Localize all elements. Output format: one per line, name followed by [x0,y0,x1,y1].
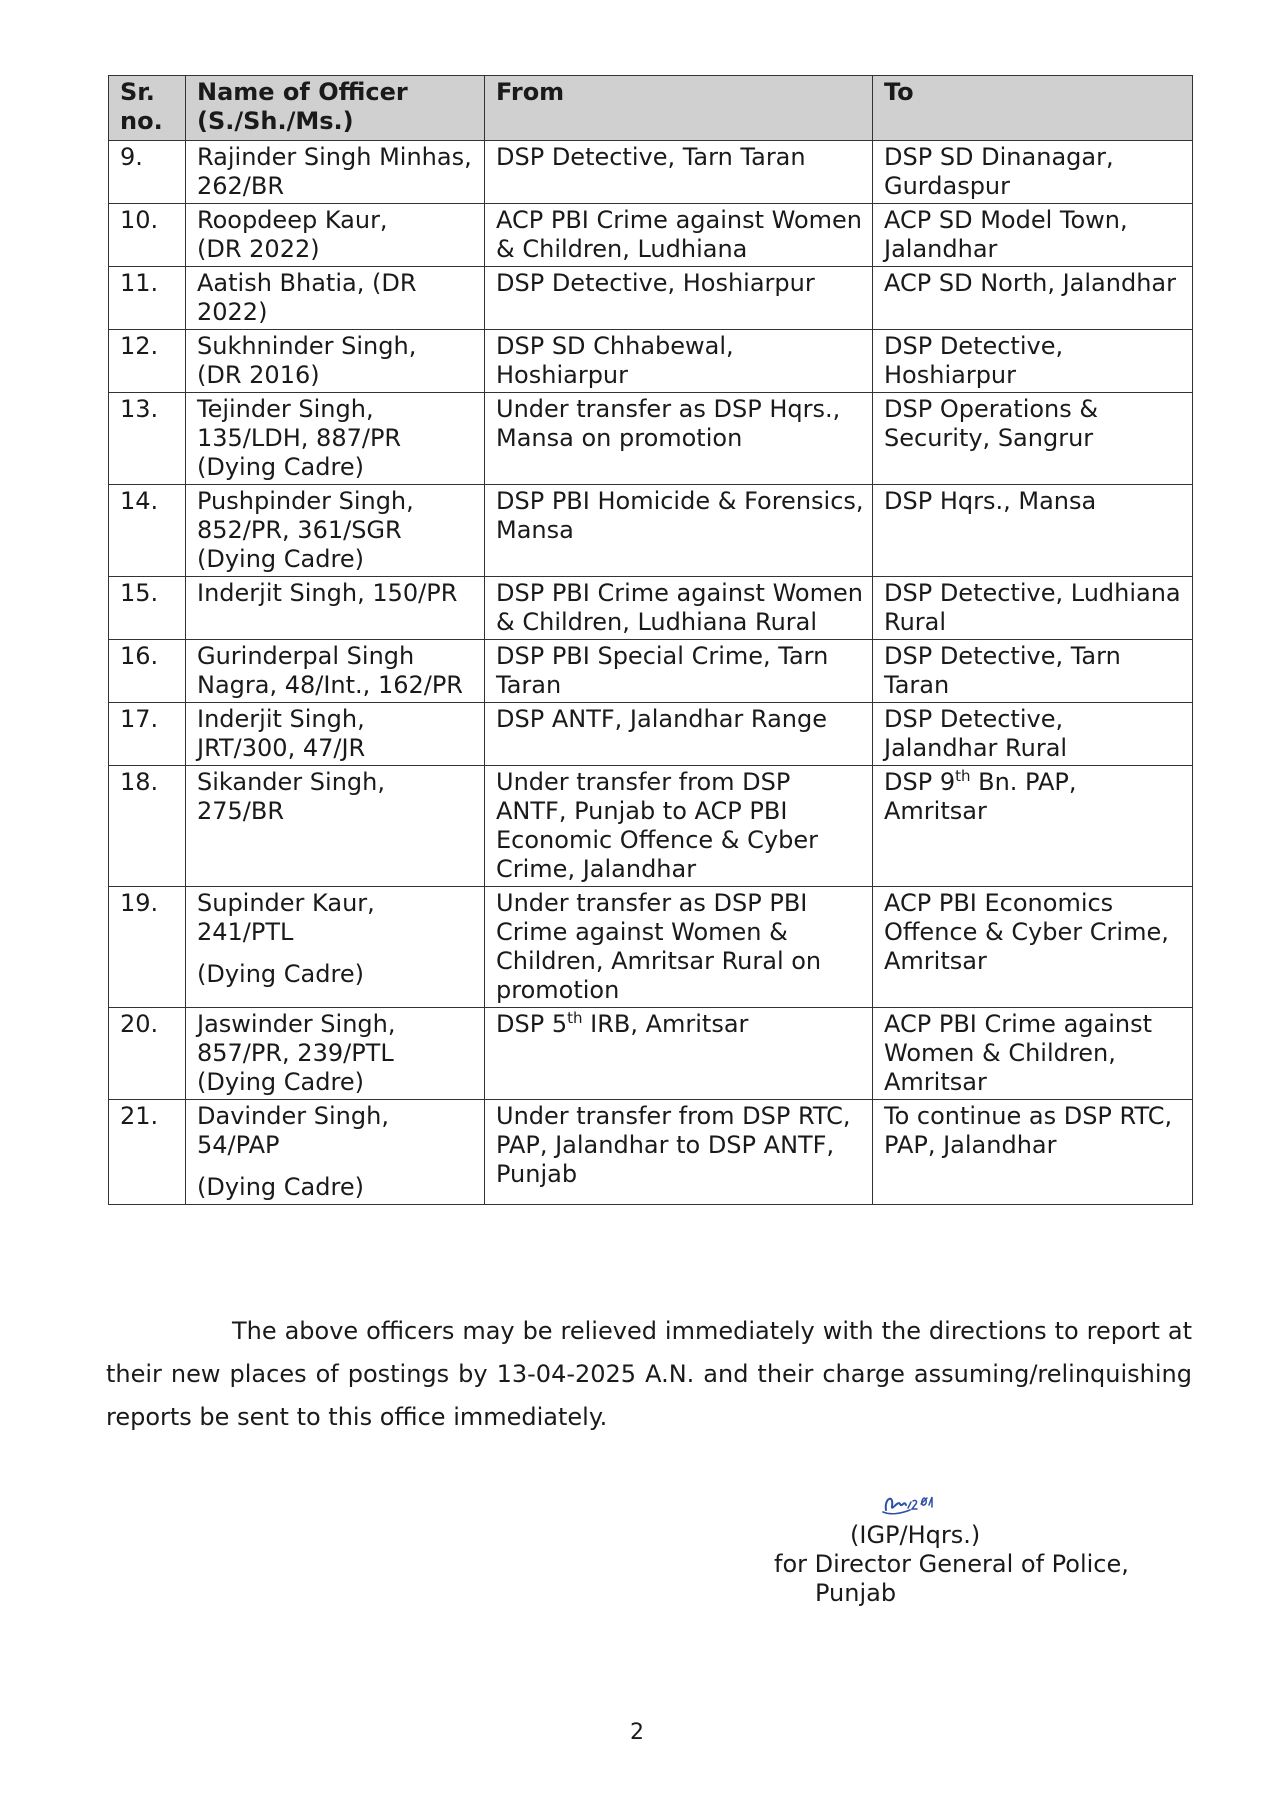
cell-to-posting: DSP Detective, Tarn Taran [873,640,1193,703]
table-row [109,703,1193,766]
cell-officer-name: Aatish Bhatia, (DR 2022) [186,267,485,330]
table-row [109,267,1193,330]
cell-to-posting: ACP SD North, Jalandhar [873,267,1193,330]
cell-to-posting: ACP PBI Economics Offence & Cyber Crime, Amritsar [873,887,1193,1008]
table-row [109,766,1193,887]
table-body [109,141,1193,1205]
cell-from-posting: DSP SD Chhabewal, Hoshiarpur [485,330,873,393]
cell-officer-name: Roopdeep Kaur, (DR 2022) [186,204,485,267]
cell-officer-name: Tejinder Singh, 135/LDH, 887/PR (Dying Cadre) [186,393,485,485]
paragraph-line: The above officers may be relieved immediately with the directions to report at [232,1317,1192,1345]
transfer-table [108,75,1193,1205]
signatory-designation: (IGP/Hqrs.) [850,1521,981,1549]
cell-from-posting: Under transfer as DSP PBI Crime against Women & Children, Amritsar Rural on promotion [485,887,873,1008]
cell-sr-no: 16. [109,640,186,703]
header-from: From [485,76,873,141]
cell-officer-name: Rajinder Singh Minhas, 262/BR [186,141,485,204]
cell-sr-no: 18. [109,766,186,887]
cell-from-posting: DSP PBI Crime against Women & Children, Ludhiana Rural [485,577,873,640]
cell-sr-no: 20. [109,1008,186,1100]
cell-from-posting: DSP 5th IRB, Amritsar [485,1008,873,1100]
cell-officer-name: Pushpinder Singh, 852/PR, 361/SGR (Dying Cadre) [186,485,485,577]
cell-sr-no: 21. [109,1100,186,1205]
header-name-of-officer: Name of Officer (S./Sh./Ms.) [186,76,485,141]
cell-from-posting: Under transfer from DSP RTC, PAP, Jalandhar to DSP ANTF, Punjab [485,1100,873,1205]
cell-sr-no: 9. [109,141,186,204]
cell-to-posting: DSP SD Dinanagar, Gurdaspur [873,141,1193,204]
cell-sr-no: 15. [109,577,186,640]
cell-to-posting: ACP SD Model Town, Jalandhar [873,204,1193,267]
table-row [109,204,1193,267]
cell-officer-name: Supinder Kaur, 241/PTL (Dying Cadre) [186,887,485,1008]
cell-from-posting: DSP PBI Homicide & Forensics, Mansa [485,485,873,577]
cell-to-posting: DSP Detective, Hoshiarpur [873,330,1193,393]
cell-sr-no: 14. [109,485,186,577]
paragraph-line: their new places of postings by 13-04-2025 A.N. and their charge assuming/relinquishing [106,1360,1192,1388]
cell-from-posting: DSP Detective, Hoshiarpur [485,267,873,330]
cell-officer-name: Sukhninder Singh, (DR 2016) [186,330,485,393]
cell-from-posting: DSP Detective, Tarn Taran [485,141,873,204]
cell-officer-name: Inderjit Singh, JRT/300, 47/JR [186,703,485,766]
handwritten-signature [880,1488,936,1520]
cell-to-posting: DSP 9th Bn. PAP, Amritsar [873,766,1193,887]
table-row [109,640,1193,703]
table-row [109,485,1193,577]
page-number: 2 [630,1720,644,1745]
table-header-row [109,76,1193,141]
table-row [109,887,1193,1008]
cell-to-posting: ACP PBI Crime against Women & Children, Amritsar [873,1008,1193,1100]
header-sr-no: Sr. no. [109,76,186,141]
cell-officer-name: Sikander Singh, 275/BR [186,766,485,887]
cell-from-posting: DSP ANTF, Jalandhar Range [485,703,873,766]
table-row [109,330,1193,393]
signatory-authority: for Director General of Police, [774,1550,1129,1578]
cell-officer-name: Inderjit Singh, 150/PR [186,577,485,640]
relieving-directions-paragraph [106,1310,1192,1439]
cell-to-posting: DSP Operations & Security, Sangrur [873,393,1193,485]
cell-officer-name: Davinder Singh, 54/PAP (Dying Cadre) [186,1100,485,1205]
cell-from-posting: Under transfer from DSP ANTF, Punjab to ACP PBI Economic Offence & Cyber Crime, Jalandhar [485,766,873,887]
cell-to-posting: To continue as DSP RTC, PAP, Jalandhar [873,1100,1193,1205]
cell-to-posting: DSP Hqrs., Mansa [873,485,1193,577]
cell-sr-no: 13. [109,393,186,485]
cell-sr-no: 11. [109,267,186,330]
paragraph-line: reports be sent to this office immediately. [106,1403,608,1431]
cell-sr-no: 19. [109,887,186,1008]
cell-sr-no: 17. [109,703,186,766]
cell-officer-name: Jaswinder Singh, 857/PR, 239/PTL (Dying Cadre) [186,1008,485,1100]
table-row [109,141,1193,204]
cell-from-posting: DSP PBI Special Crime, Tarn Taran [485,640,873,703]
table-row [109,1008,1193,1100]
cell-officer-name: Gurinderpal Singh Nagra, 48/Int., 162/PR [186,640,485,703]
cell-sr-no: 10. [109,204,186,267]
table-row [109,393,1193,485]
header-to: To [873,76,1193,141]
signatory-state: Punjab [815,1579,897,1607]
cell-sr-no: 12. [109,330,186,393]
table-row [109,1100,1193,1205]
cell-from-posting: Under transfer as DSP Hqrs., Mansa on promotion [485,393,873,485]
cell-to-posting: DSP Detective, Ludhiana Rural [873,577,1193,640]
cell-from-posting: ACP PBI Crime against Women & Children, Ludhiana [485,204,873,267]
cell-to-posting: DSP Detective, Jalandhar Rural [873,703,1193,766]
table-row [109,577,1193,640]
